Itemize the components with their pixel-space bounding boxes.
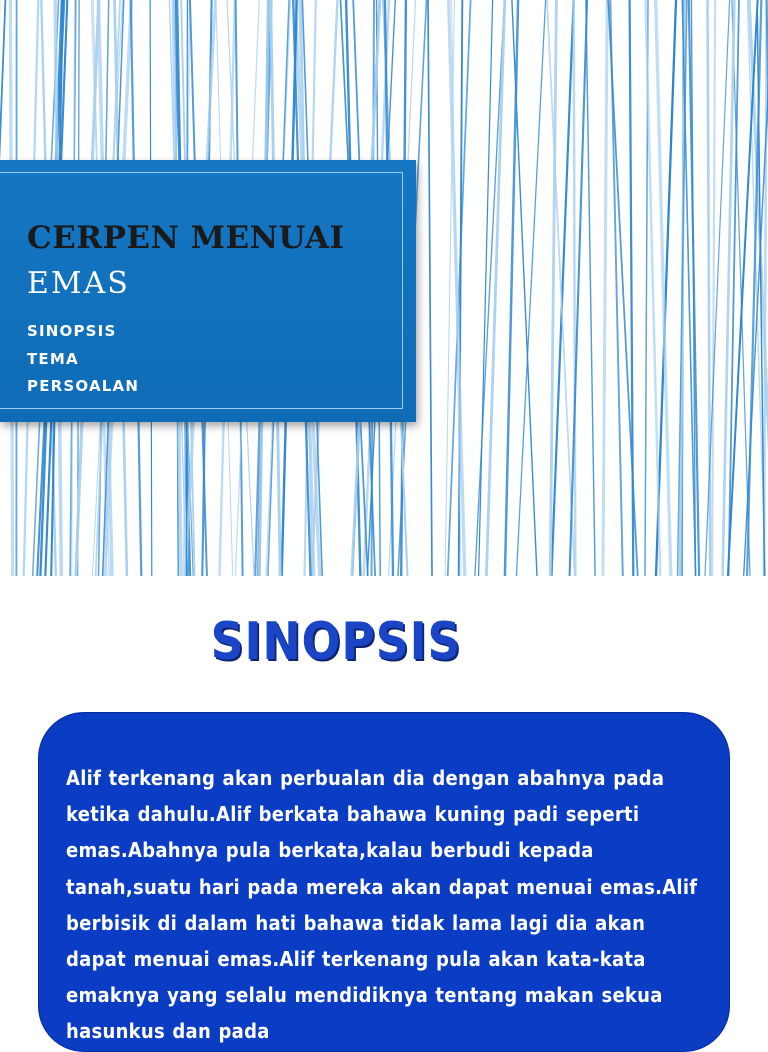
topic-item-sinopsis: SINOPSIS [27,318,139,346]
pattern-line [516,0,545,576]
topic-item-persoalan: PERSOALAN [27,373,139,401]
pattern-line [712,0,715,576]
topic-list [27,318,139,401]
pattern-line [608,0,638,576]
pattern-line [586,0,595,576]
title-line-1: CERPEN MENUAI [27,220,345,256]
pattern-line [512,0,537,576]
pattern-line [574,0,576,576]
pattern-line [428,0,432,576]
topic-item-tema: TEMA [27,346,139,374]
pattern-line [603,0,607,576]
sinopsis-heading: SINOPSIS [40,612,631,672]
pattern-line [570,0,588,576]
pattern-line [764,0,767,576]
title-line-2: EMAS [27,266,130,301]
synopsis-paragraph: Alif terkenang akan perbualan dia dengan abahnya pada ketika dahulu.Alif berkata bahawa kuning padi seperti emas.Abahnya pula berkata,kalau berbudi kepada tanah,suatu hari pada mereka akan dapat menuai emas.Alif berbisik di dalam hati bahawa tidak lama lagi dia akan dapat menuai emas.Alif terkenang pula akan kata-kata emaknya yang selalu mendidiknya tentang makan sekua hasunkus dan pada [66,760,706,1050]
